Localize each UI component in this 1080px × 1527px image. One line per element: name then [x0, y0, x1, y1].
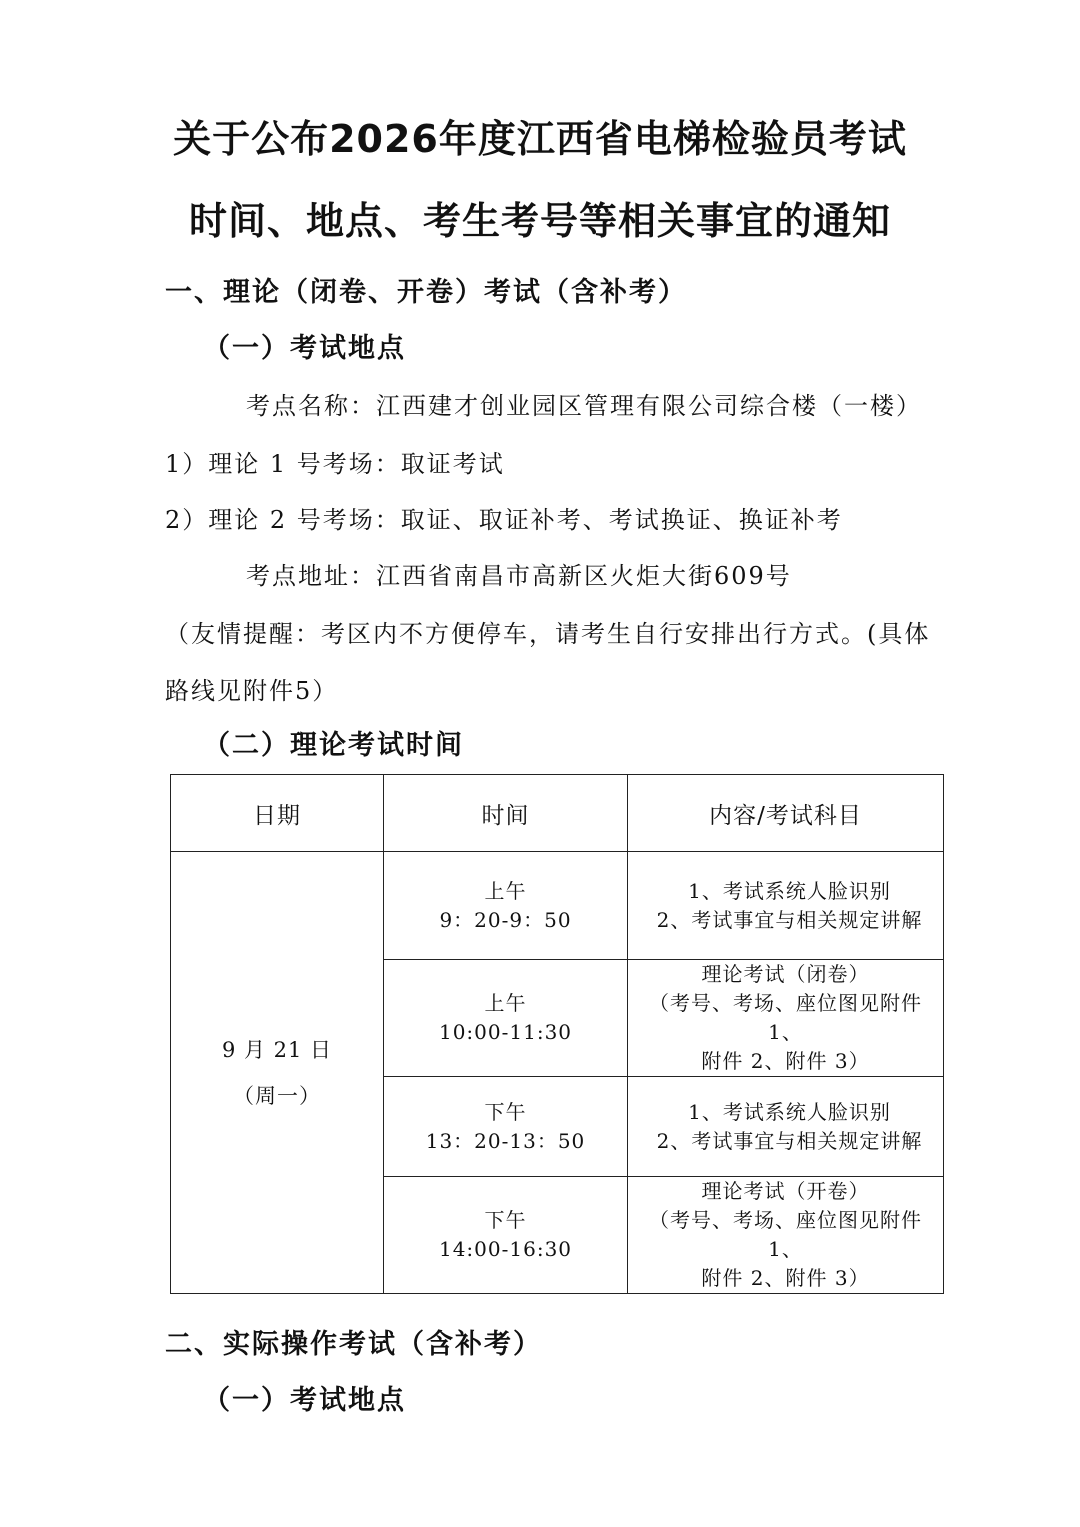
section1-sub1-heading: （一）考试地点 [203, 333, 406, 364]
reminder-line1: （友情提醒：考区内不方便停车，请考生自行安排出行方式。(具体 [165, 620, 931, 648]
document-title-line1: 关于公布2026年度江西省电梯检验员考试 [173, 117, 907, 161]
content-cell [628, 1177, 944, 1294]
table-header-row [171, 775, 944, 852]
room1-text: 1）理论 1 号考场：取证考试 [165, 450, 505, 478]
content-line: （考号、考场、座位图见附件 1、 [649, 1208, 922, 1261]
period-label: 上午 [484, 991, 527, 1015]
content-line: （考号、考场、座位图见附件 1、 [649, 991, 922, 1044]
time-cell [384, 960, 628, 1077]
content-line: 理论考试（闭卷） [701, 962, 870, 986]
content-cell [628, 960, 944, 1077]
time-cell [384, 852, 628, 960]
date-cell [171, 852, 384, 1294]
section1-heading: 一、理论（闭卷、开卷）考试（含补考） [165, 277, 687, 308]
content-line: 附件 2、附件 3） [701, 1049, 870, 1073]
time-cell [384, 1077, 628, 1177]
period-label: 下午 [484, 1099, 527, 1124]
reminder-line2: 路线见附件5） [165, 677, 339, 705]
time-cell [384, 1177, 628, 1294]
content-line: 理论考试（开卷） [701, 1179, 870, 1203]
section1-sub2-heading: （二）理论考试时间 [203, 730, 464, 761]
period-label: 下午 [484, 1208, 527, 1232]
time-range: 10:00-11:30 [438, 1020, 573, 1044]
section2-sub1-heading: （一）考试地点 [203, 1385, 406, 1416]
period-label: 上午 [484, 878, 527, 903]
venue-address: 考点地址：江西省南昌市高新区火炬大街609号 [246, 562, 792, 590]
header-content: 内容/考试科目 [628, 775, 944, 852]
document-title-line2: 时间、地点、考生考号等相关事宜的通知 [188, 199, 891, 243]
venue-name: 考点名称：江西建才创业园区管理有限公司综合楼（一楼） [246, 392, 922, 420]
date-text: 9 月 21 日 [221, 1037, 333, 1062]
time-range: 9：20-9：50 [439, 907, 572, 932]
weekday-text: （周一） [233, 1083, 321, 1108]
content-cell [628, 852, 944, 960]
table-row [171, 852, 944, 960]
content-cell [628, 1077, 944, 1177]
time-range: 14:00-16:30 [438, 1237, 573, 1261]
content-line: 2、考试事宜与相关规定讲解 [656, 907, 923, 932]
header-date: 日期 [171, 775, 384, 852]
content-line: 1、考试系统人脸识别 [688, 1099, 891, 1124]
theory-exam-schedule-table [170, 774, 944, 1294]
content-line: 1、考试系统人脸识别 [688, 878, 891, 903]
content-line: 附件 2、附件 3） [701, 1266, 870, 1290]
header-time: 时间 [384, 775, 628, 852]
section2-heading: 二、实际操作考试（含补考） [165, 1329, 542, 1360]
time-range: 13：20-13：50 [425, 1128, 586, 1153]
content-line: 2、考试事宜与相关规定讲解 [656, 1128, 923, 1153]
room2-text: 2）理论 2 号考场：取证、取证补考、考试换证、换证补考 [165, 506, 843, 534]
